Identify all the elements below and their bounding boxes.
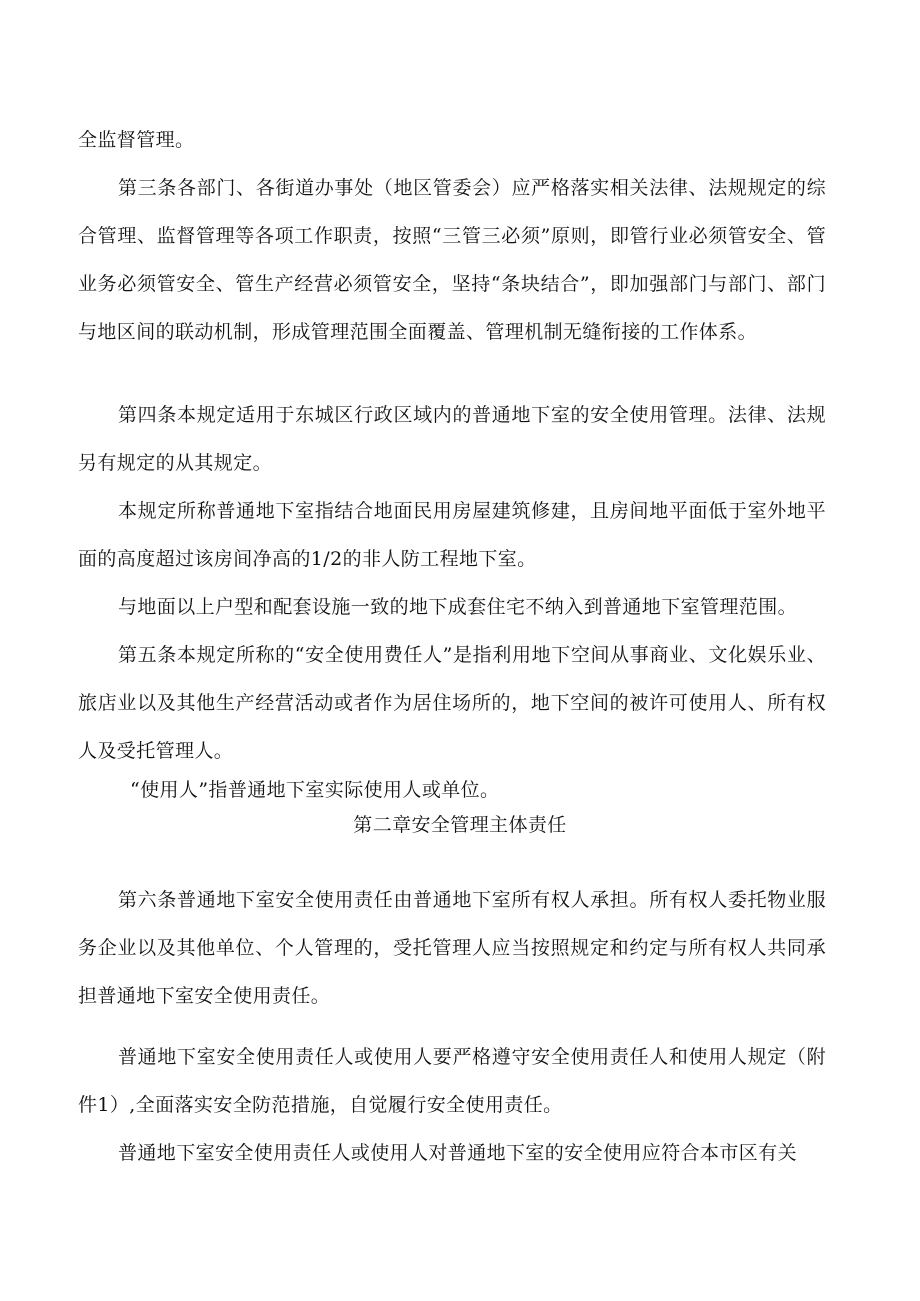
paragraph-user-definition: “使用人”指普通地下室实际使用人或单位。 bbox=[130, 779, 500, 801]
paragraph-obligations: 普通地下室安全使用责任人或使用人要严格遵守安全使用责任人和使用人规定（附件1）,全面落实安全防范措施，自觉履行安全使用责任。 bbox=[78, 1046, 826, 1116]
paragraph-continuation: 全监督管理。 bbox=[78, 129, 195, 151]
paragraph-article-5: 第五条本规定所称的“安全使用费任人”是指利用地下空间从事商业、文化娱乐业、旅店业以及其他生产经营活动或者作为居住场所的，地下空间的被许可使用人、所有权人及受托管理人。 bbox=[78, 644, 826, 762]
paragraph-compliance: 普通地下室安全使用责任人或使用人对普通地下室的安全使用应符合本市区有关 bbox=[118, 1142, 798, 1164]
paragraph-article-3: 第三条各部门、各街道办事处（地区管委会）应严格落实相关法律、法规规定的综合管理、监督管理等各项工作职责，按照“三管三必须”原则，即管行业必须管安全、管业务必须管安全、管生产经营必须管安全，坚持“条块结合”，即加强部门与部门、部门与地区间的联动机制，形成管理范围全面覆盖、管理机制无缝衔接的工作体系。 bbox=[78, 177, 826, 343]
paragraph-article-6: 第六条普通地下室安全使用责任由普通地下室所有权人承担。所有权人委托物业服务企业以及其他单位、个人管理的，受托管理人应当按照规定和约定与所有权人共同承担普通地下室安全使用责任。 bbox=[78, 889, 826, 1007]
paragraph-exclusion: 与地面以上户型和配套设施一致的地下成套住宅不纳入到普通地下室管理范围。 bbox=[118, 596, 798, 618]
chapter-title: 第二章安全管理主体责任 bbox=[353, 814, 567, 836]
paragraph-article-4: 第四条本规定适用于东城区行政区域内的普通地下室的安全使用管理。法律、法规另有规定的从其规定。 bbox=[78, 404, 826, 474]
paragraph-definition: 本规定所称普通地下室指结合地面民用房屋建筑修建，且房间地平面低于室外地平面的高度超过该房间净高的1/2的非人防工程地下室。 bbox=[78, 500, 826, 570]
